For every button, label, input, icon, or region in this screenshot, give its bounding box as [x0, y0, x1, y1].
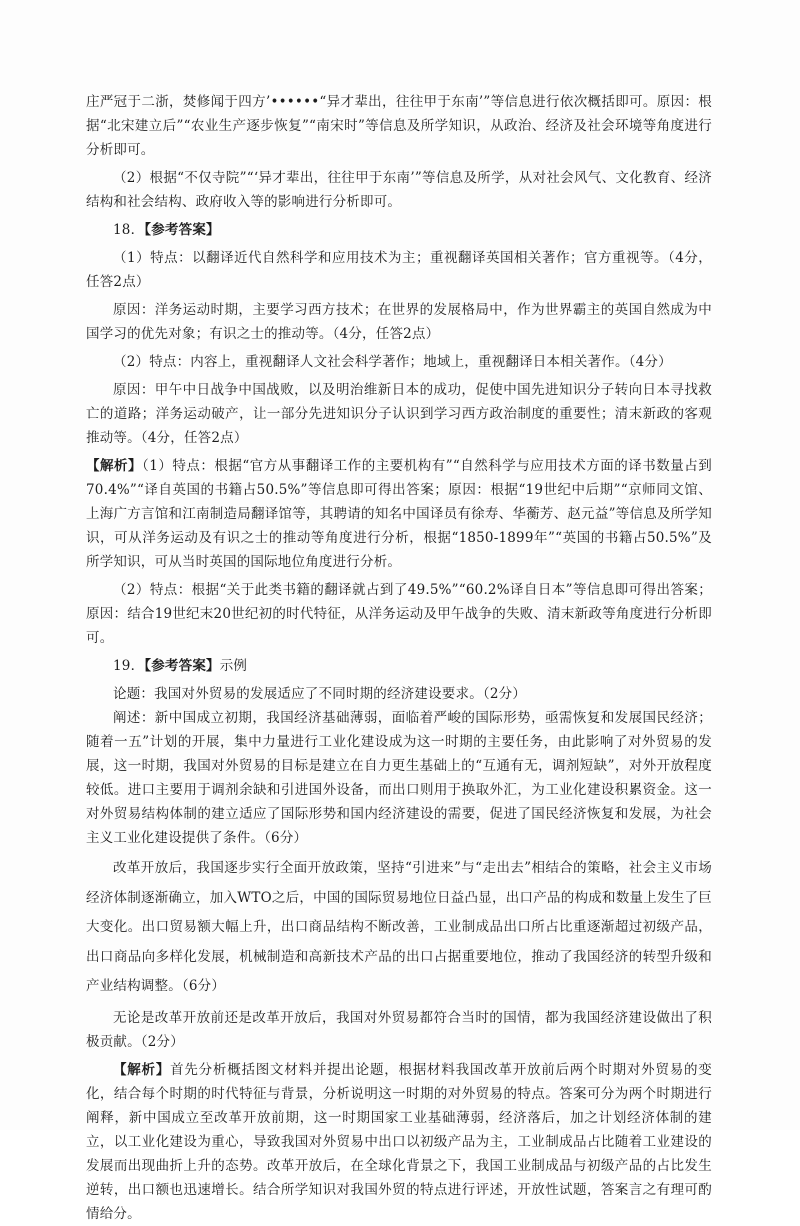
analysis-label: 【解析】 — [113, 1061, 171, 1078]
question-number: 19． — [113, 658, 145, 674]
q18-part1-reasons: 原因：洋务运动时期，主要学习西方技术；在世界的发展格局中，作为世界霸主的英国自然成为中国学习的优先对象；有识之士的推动等。（4分，任答2点） — [86, 302, 712, 342]
paragraph-17-reason: 庄严冠于二浙，焚修闻于四方’••••••“异才辈出，往往甲于东南’”等信息进行依次概括即可。原因：根据“北宋建立后”“农业生产逐步恢复”“南宋时”等信息及所学知识，从政治、经济及社会环境等角度进行分析即可。 — [86, 94, 712, 158]
question-number: 18． — [113, 222, 145, 238]
q19-conclusion: 无论是改革开放前还是改革开放后，我国对外贸易都符合当时的国情，都为我国经济建设做出了积极贡献。（2分） — [86, 1009, 712, 1050]
q19-elaboration-reform: 改革开放后，我国逐步实行全面开放政策，坚持“引进来”与“走出去”相结合的策略，社会主义市场经济体制逐渐确立，加入WTO之后，中国的国际贸易地位日益凸显，出口产品的构成和数量上发生了巨大变化。出口贸易额大幅上升，出口商品结构不断改善，工业制成品出口所占比重逐渐超过初级产品，出口商品向多样化发展，机械制造和高新技术产品的出口占据重要地位，推动了我国经济的转型升级和产业结构调整。（6分） — [86, 860, 712, 994]
q18-analysis-part2: （2）特点：根据“关于此类书籍的翻译就占到了49.5%”“60.2%译自日本”等信息即可得出答案；原因：结合19世纪末20世纪初的时代特征，从洋务运动及甲午战争的失败、清末新政等角度进行分析即可。 — [86, 582, 712, 646]
q18-analysis-part1 — [86, 454, 712, 574]
analysis-label: 【解析】 — [86, 458, 143, 474]
question-18-heading — [86, 218, 712, 242]
example-label: 示例 — [219, 658, 248, 674]
analysis-text: （1）特点：根据“官方从事翻译工作的主要机构有”“自然科学与应用技术方面的译书数量占到70.4%”“译自英国的书籍占50.5%”等信息即可得出答案；原因：根据“19世纪中后期”“京师同文馆、上海广方言馆和江南制造局翻译馆等，其聘请的知名中国译员有徐寿、华蘅芳、赵元益”等信息及所学知识，可从洋务运动及有识之士的推动等角度进行分析，根据“1850-1899年”“英国的书籍占50.5%”及所学知识，可从当时英国的国际地位角度进行分析。 — [86, 458, 712, 570]
paragraph-17-part2: （2）根据“不仅寺院”“‘异才辈出，往往甲于东南’”等信息及所学，从对社会风气、文化教育、经济结构和社会结构、政府收入等的影响进行分析即可。 — [86, 170, 712, 210]
q18-part2-features: （2）特点：内容上，重视翻译人文社会科学著作；地域上，重视翻译日本相关著作。（4分） — [113, 354, 672, 370]
reference-answer-label: 【参考答案】 — [144, 658, 220, 674]
answer-text-body — [86, 90, 712, 1226]
reference-answer-label: 【参考答案】 — [144, 222, 220, 238]
analysis-text: 首先分析概括图文材料并提出论题，根据材料我国改革开放前后两个时期对外贸易的变化，结合每个时期的时代特征与背景，分析说明这一时期的对外贸易的特点。答案可分为两个时期进行阐释，新中国成立至改革开放前期，这一时期国家工业基础薄弱，经济落后，加之计划经济体制的建立，以工业化建设为重心，导致我国对外贸易中出口以初级产品为主，工业制成品占比随着工业建设的发展而出现曲折上升的态势。改革开放后，在全球化背景之下，我国工业制成品与初级产品的占比发生逆转，出口额也迅速增长。结合所学知识对我国外贸的特点进行评述，开放性试题，答案言之有理可酌情给分。 — [86, 1061, 712, 1222]
q19-analysis — [86, 1058, 712, 1226]
q18-part2-reasons: 原因：甲午中日战争中国战败，以及明治维新日本的成功，促使中国先进知识分子转向日本寻找救亡的道路；洋务运动破产，让一部分先进知识分子认识到学习西方政治制度的重要性；清末新政的客观推动等。（4分，任答2点） — [86, 382, 712, 446]
q19-elaboration-early: 阐述：新中国成立初期，我国经济基础薄弱，面临着严峻的国际形势，亟需恢复和发展国民经济；随着一五”计划的开展，集中力量进行工业化建设成为这一时期的主要任务，由此影响了对外贸易的发展，这一时期，我国对外贸易的目标是建立在自力更生基础上的“互通有无，调剂短缺”，对外开放程度较低。进口主要用于调剂余缺和引进国外设备，而出口则用于换取外汇，为工业化建设积累资金。这一对外贸易结构体制的建立适应了国际形势和国内经济建设的需要，促进了国民经济恢复和发展，为社会主义工业化建设提供了条件。（6分） — [86, 710, 712, 846]
q19-thesis: 论题：我国对外贸易的发展适应了不同时期的经济建设要求。（2分） — [113, 686, 527, 702]
question-19-heading — [86, 654, 712, 678]
q18-part1-features: （1）特点：以翻译近代自然科学和应用技术为主；重视翻译英国相关著作；官方重视等。（4分，任答2点） — [86, 250, 712, 290]
